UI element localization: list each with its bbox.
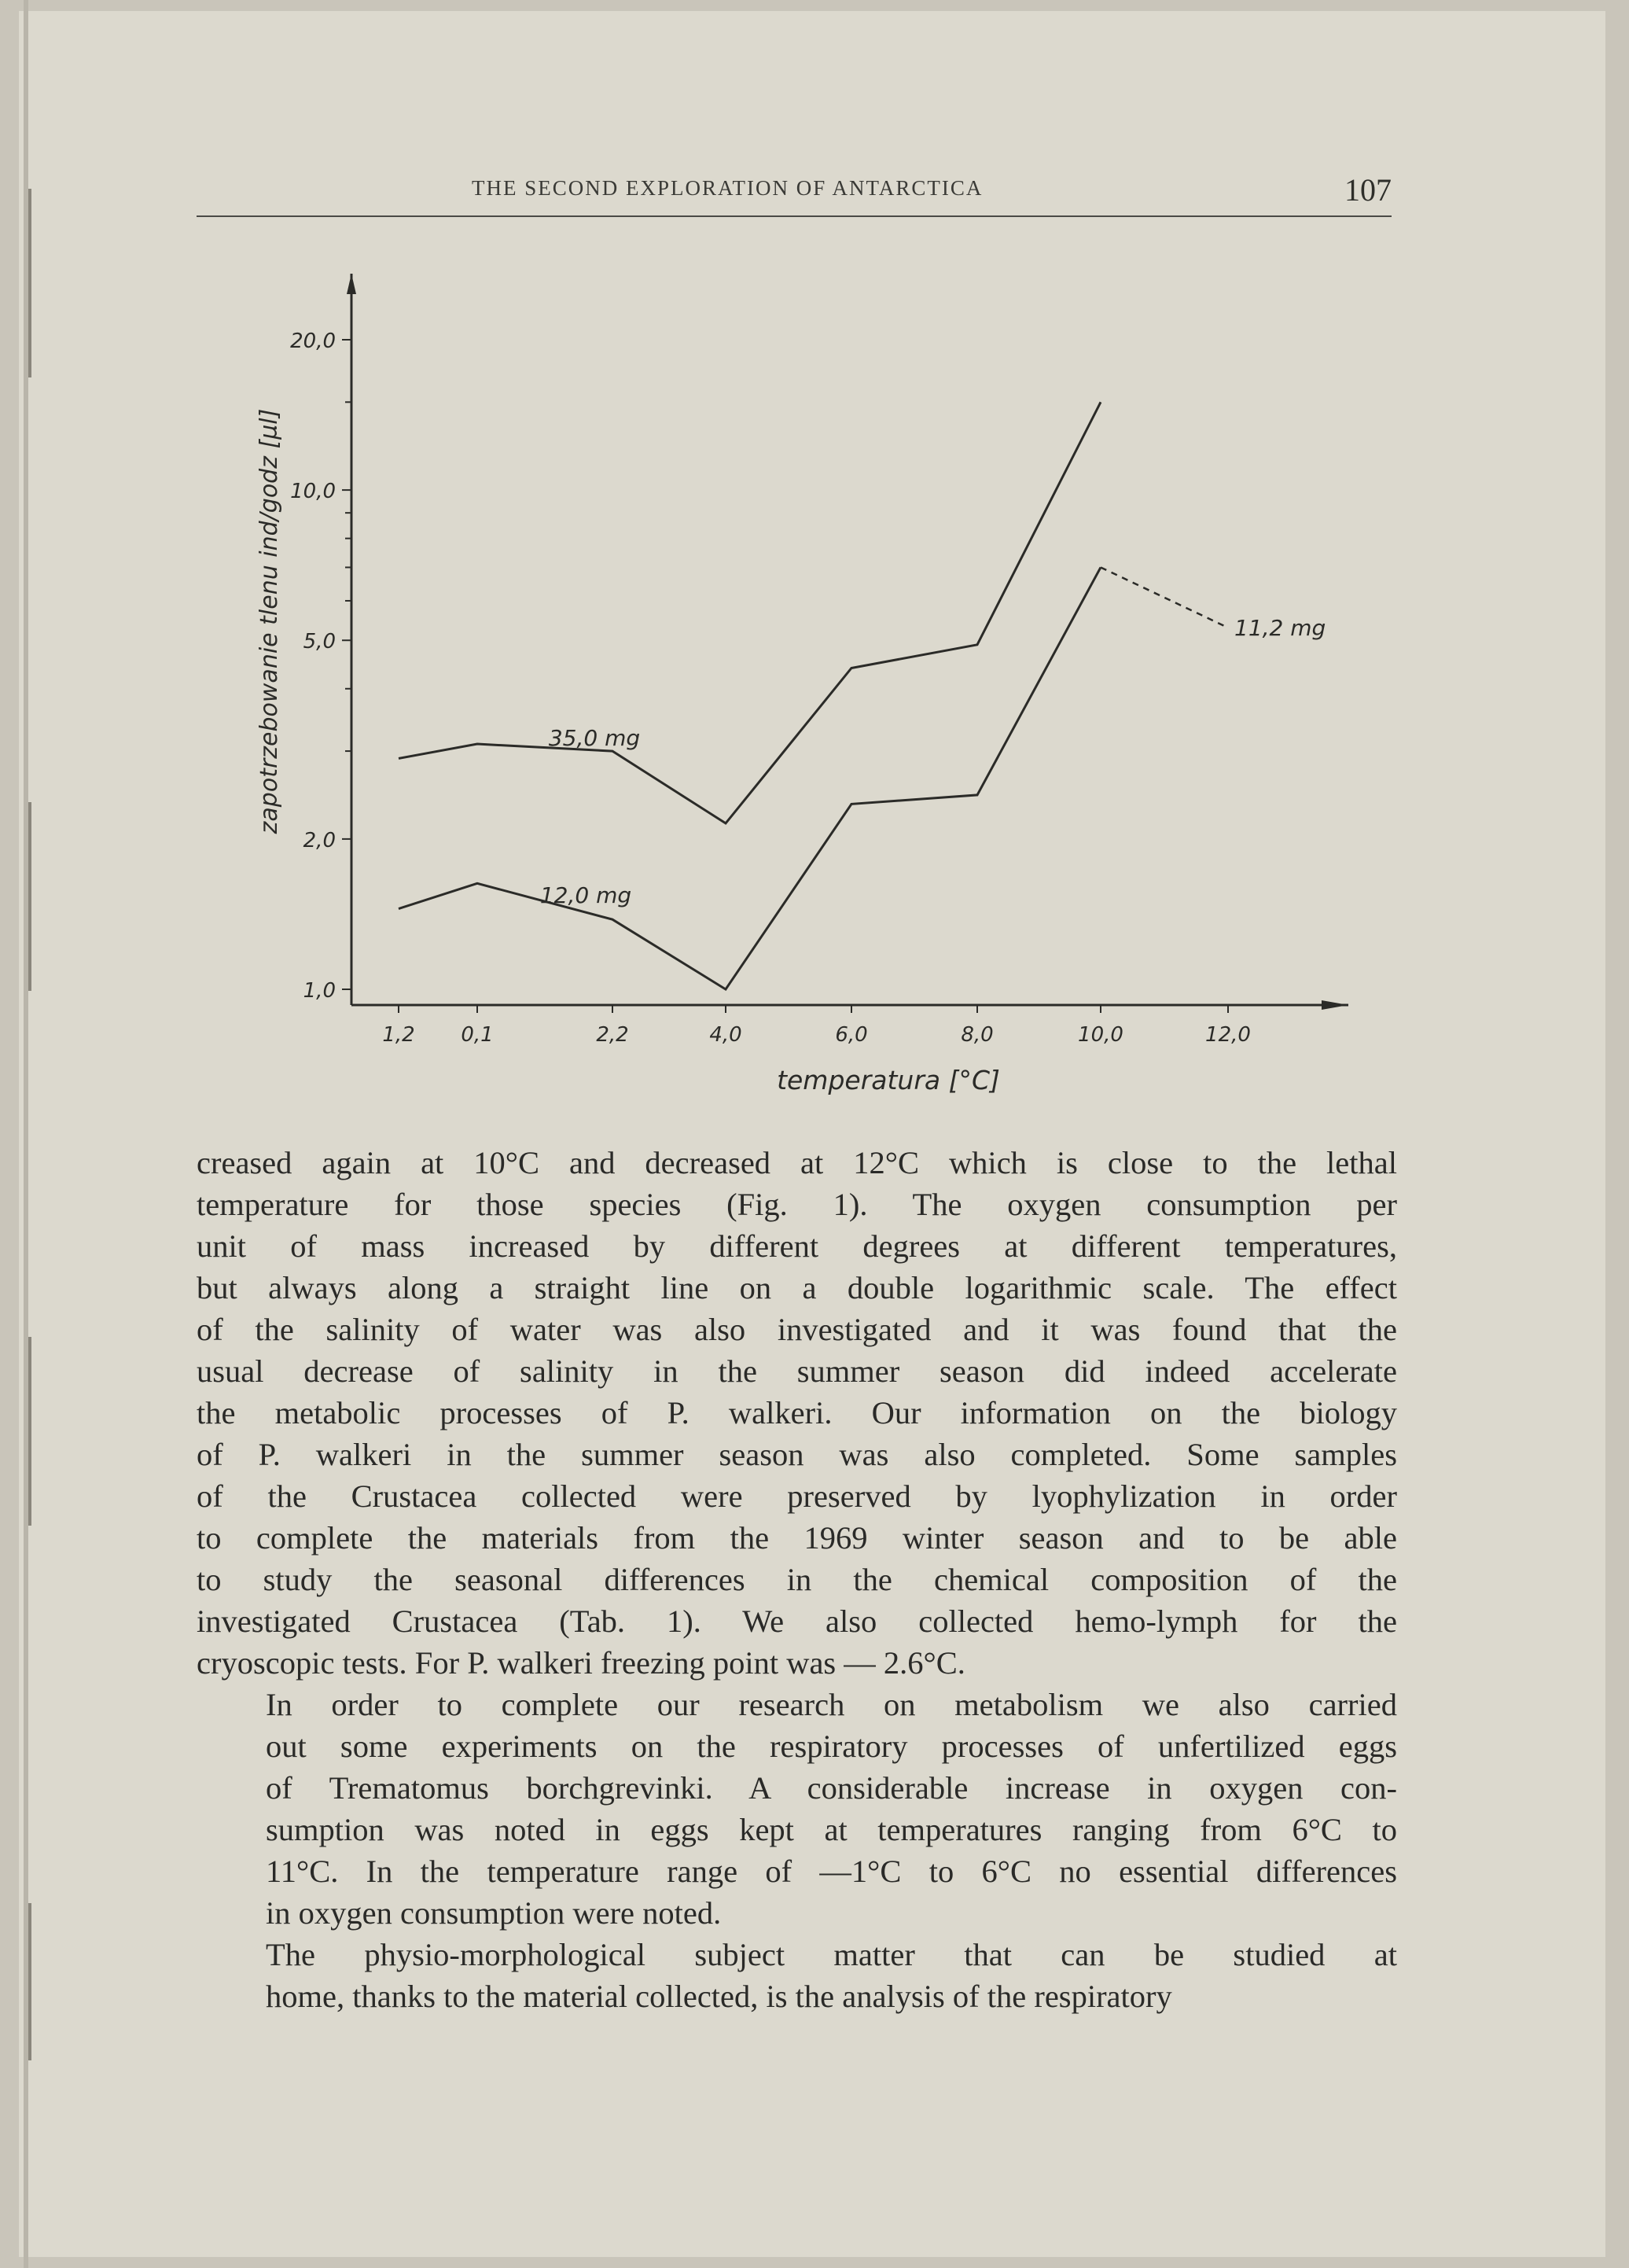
x-tick-label: 6,0 [835,1023,868,1047]
y-tick-label: 10,0 [290,480,336,504]
series-label: 12,0 mg [539,882,632,908]
text-line: cryoscopic tests. For P. walkeri freezing point was — 2.6°C. [197,1645,965,1681]
running-title: THE SECOND EXPLORATION OF ANTARCTICA [472,176,984,200]
binding-staple [28,1337,31,1526]
series-line [399,567,1101,989]
text-line: temperature for those species (Fig. 1). The oxygen consumption per [197,1187,1397,1222]
text-line: of the Crustacea collected were preserved by lyophylization in order [197,1478,1397,1514]
text-line: The physio-morphological subject matter that can be studied at [266,1937,1397,1972]
text-line: out some experiments on the respiratory processes of unfertilized eggs [266,1729,1397,1764]
x-tick-label: 10,0 [1078,1023,1123,1047]
y-tick-label: 5,0 [303,630,336,654]
chart-plot-area [256,274,1348,1095]
x-tick-label: 8,0 [961,1023,994,1047]
text-line: 11°C. In the temperature range of —1°C to 6°C no essential differences [266,1854,1397,1889]
text-line: but always along a straight line on a double logarithmic scale. The effect [197,1270,1397,1305]
y-tick-label: 2,0 [303,828,336,852]
text-line: of the salinity of water was also investigated and it was found that the [197,1312,1397,1347]
body-text [197,1142,1397,2017]
text-line: of Trematomus borchgrevinki. A considerable increase in oxygen con- [266,1770,1397,1806]
y-tick-label: 1,0 [303,979,336,1003]
text-line: to study the seasonal differences in the chemical composition of the [197,1562,1397,1597]
series-label: 35,0 mg [548,725,641,751]
text-line: unit of mass increased by different degrees at different temperatures, [197,1228,1397,1264]
text-line: In order to complete our research on metabolism we also carried [266,1687,1397,1722]
x-axis-label: temperatura [°C] [777,1065,1000,1095]
text-line: to complete the materials from the 1969 winter season and to be able [197,1520,1397,1556]
series-dashed-line [1101,567,1228,628]
text-line: creased again at 10°C and decreased at 12°C which is close to the lethal [197,1145,1397,1180]
x-tick-label: 4,0 [709,1023,742,1047]
x-tick-label: 0,1 [461,1023,494,1047]
paragraph [197,1142,1397,1684]
text-line: investigated Crustacea (Tab. 1). We also collected hemo-lymph for the [197,1603,1397,1639]
figure-chart [0,0,1629,1132]
x-tick-label: 1,2 [382,1023,415,1047]
text-line: in oxygen consumption were noted. [266,1895,722,1931]
text-line: the metabolic processes of P. walkeri. Our information on the biology [197,1395,1397,1430]
y-axis-label: zapotrzebowanie tlenu ind/godz [µl] [256,408,283,834]
x-axis-arrow [1322,1000,1348,1010]
paragraph [197,1684,1397,1934]
text-line: usual decrease of salinity in the summer season did indeed accelerate [197,1353,1397,1389]
text-line: of P. walkeri in the summer season was also completed. Some samples [197,1437,1397,1472]
x-tick-label: 2,2 [596,1023,629,1047]
page-number: 107 [1344,172,1392,208]
text-line: sumption was noted in eggs kept at temperatures ranging from 6°C to [266,1812,1397,1847]
paragraph [197,1934,1397,2017]
x-tick-label: 12,0 [1205,1023,1251,1047]
y-tick-label: 20,0 [290,330,336,353]
binding-staple [28,1903,31,2060]
text-line: home, thanks to the material collected, is the analysis of the respiratory [266,1979,1172,2014]
series-dashed-label: 11,2 mg [1234,615,1326,642]
y-axis-arrow [347,274,356,294]
